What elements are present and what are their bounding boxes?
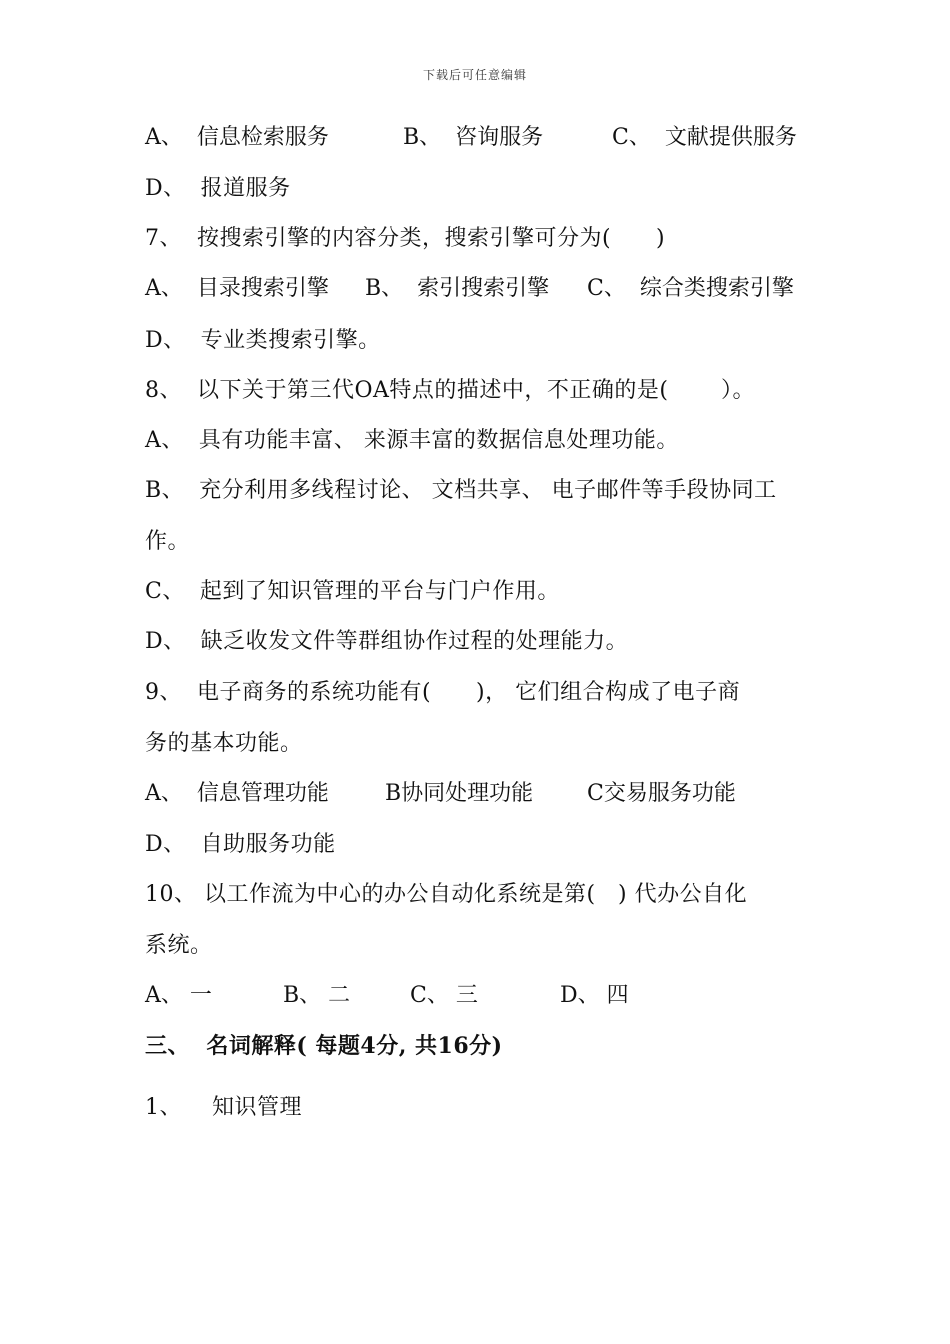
- q7-option-c: C、 综合类搜索引擎: [587, 276, 794, 301]
- question-9-line1: 9、 电子商务的系统功能有( )， 它们组合构成了电子商: [145, 680, 741, 705]
- question-10-line1: 10、 以工作流为中心的办公自动化系统是第( ) 代办公自化: [145, 882, 748, 907]
- q7-options-row: [145, 275, 810, 303]
- page-header: 下载后可任意编辑: [422, 68, 527, 82]
- section-3-heading: 三、 名词解释( 每题4分, 共16分): [145, 1033, 503, 1059]
- q10-option-a: A、 一: [145, 983, 212, 1008]
- q6-option-b: B、 咨询服务: [403, 125, 544, 150]
- q8-option-a: A、 具有功能丰富、 来源丰富的数据信息处理功能。: [145, 428, 679, 453]
- q9-option-c: C交易服务功能: [587, 781, 736, 806]
- question-7: 7、 按搜索引擎的内容分类，搜索引擎可分为( ): [145, 226, 666, 251]
- q10-option-c: C、 三: [410, 983, 478, 1008]
- q8-option-d: D、 缺乏收发文件等群组协作过程的处理能力。: [145, 629, 629, 654]
- question-10-line2: 系统。: [145, 933, 213, 958]
- question-9-line2: 务的基本功能。: [145, 731, 303, 756]
- q6-option-c: C、 文献提供服务: [612, 125, 797, 150]
- q8-option-b-line1: B、 充分利用多线程讨论、 文档共享、 电子邮件等手段协同工: [145, 478, 777, 503]
- q7-option-b: B、 索引搜索引擎: [365, 276, 550, 301]
- q9-option-d: D、 自助服务功能: [145, 832, 336, 857]
- q10-option-b: B、 二: [283, 983, 351, 1008]
- q7-option-a: A、 目录搜索引擎: [145, 276, 329, 301]
- q6-options-row: [145, 124, 810, 152]
- q6-option-d: D、 报道服务: [145, 176, 291, 201]
- q8-option-c: C、 起到了知识管理的平台与门户作用。: [145, 579, 560, 604]
- term-item-1: 1、 知识管理: [145, 1095, 302, 1120]
- question-8: 8、 以下关于第三代OA特点的描述中，不正确的是( ）。: [145, 378, 755, 403]
- q9-option-b: B协同处理功能: [385, 781, 534, 806]
- q6-option-a: A、 信息检索服务: [145, 125, 329, 150]
- q9-options-row: [145, 780, 810, 808]
- q7-option-d: D、 专业类搜索引擎。: [145, 328, 381, 353]
- q10-options-row: [145, 982, 810, 1010]
- q9-option-a: A、 信息管理功能: [145, 781, 329, 806]
- q8-option-b-line2: 作。: [145, 529, 191, 554]
- q10-option-d: D、 四: [560, 983, 629, 1008]
